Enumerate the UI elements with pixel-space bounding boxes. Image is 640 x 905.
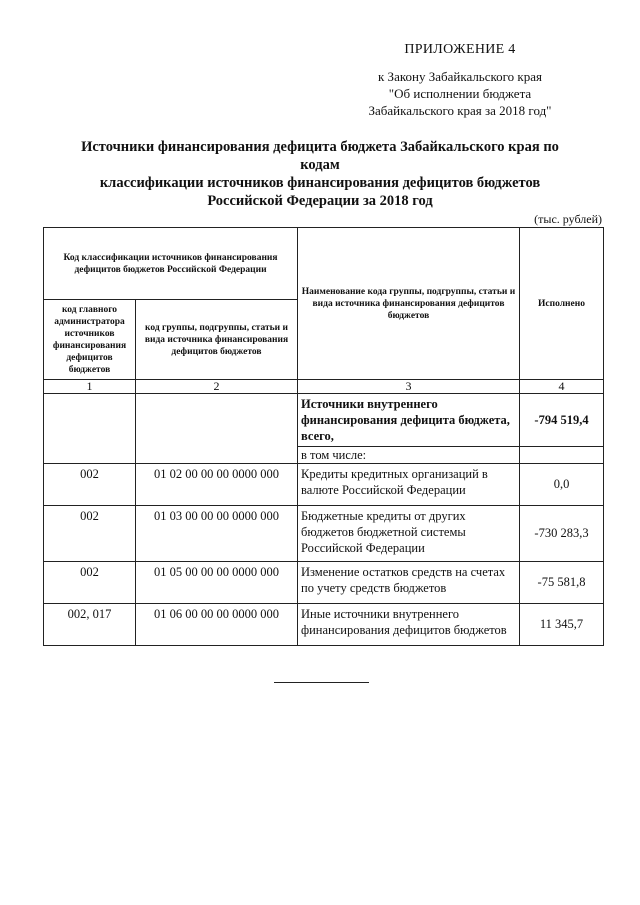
row-value: -75 581,8 <box>520 562 604 604</box>
column-number: 3 <box>298 380 520 394</box>
table-row <box>44 562 604 604</box>
row-group-code: 01 03 00 00 00 0000 000 <box>136 506 298 562</box>
header-name: Наименование кода группы, подгруппы, статьи и вида источника финансирования дефицитов бюджетов <box>298 228 520 380</box>
including-value-cell <box>520 447 604 464</box>
row-admin-code: 002 <box>44 506 136 562</box>
table-row <box>44 464 604 506</box>
row-name: Изменение остатков средств на счетах по учету средств бюджетов <box>298 562 520 604</box>
row-group-code: 01 05 00 00 00 0000 000 <box>136 562 298 604</box>
appendix-line: "Об исполнении бюджета <box>388 86 532 101</box>
title-line: Источники финансирования дефицита бюджета Забайкальского края по кодам <box>81 139 559 173</box>
units-label: (тыс. рублей) <box>534 212 602 226</box>
total-value: -794 519,4 <box>520 394 604 447</box>
document-title <box>60 138 580 210</box>
row-group-code: 01 02 00 00 00 0000 000 <box>136 464 298 506</box>
column-number: 2 <box>136 380 298 394</box>
total-admin-cell <box>44 394 136 464</box>
row-admin-code: 002, 017 <box>44 604 136 646</box>
table-row <box>44 604 604 646</box>
header-executed: Исполнено <box>520 228 604 380</box>
header-group-code: код группы, подгруппы, статьи и вида источника финансирования дефицитов бюджетов <box>136 300 298 380</box>
header-admin-code: код главного администратора источников финансирования дефицитов бюджетов <box>44 300 136 380</box>
row-group-code: 01 06 00 00 00 0000 000 <box>136 604 298 646</box>
title-line: классификации источников финансирования дефицитов бюджетов <box>99 175 541 191</box>
table-row-total <box>44 394 604 447</box>
including-label: в том числе: <box>298 447 520 464</box>
sources-table <box>43 227 604 646</box>
total-name: Источники внутреннего финансирования дефицита бюджета, всего, <box>298 394 520 447</box>
row-name: Иные источники внутреннего финансирования дефицитов бюджетов <box>298 604 520 646</box>
separator-line <box>274 682 369 683</box>
appendix-line: Забайкальского края за 2018 год" <box>368 103 552 118</box>
row-value: 11 345,7 <box>520 604 604 646</box>
row-value: -730 283,3 <box>520 506 604 562</box>
row-name: Бюджетные кредиты от других бюджетов бюджетной системы Российской Федерации <box>298 506 520 562</box>
title-line: Российской Федерации за 2018 год <box>207 193 433 209</box>
row-admin-code: 002 <box>44 562 136 604</box>
row-value: 0,0 <box>520 464 604 506</box>
appendix-number: ПРИЛОЖЕНИЕ 4 <box>404 42 516 57</box>
row-admin-code: 002 <box>44 464 136 506</box>
total-code-cell <box>136 394 298 464</box>
table-row <box>44 506 604 562</box>
column-number: 4 <box>520 380 604 394</box>
column-number: 1 <box>44 380 136 394</box>
appendix-line: к Закону Забайкальского края <box>377 69 542 84</box>
appendix-block <box>340 42 580 119</box>
header-classification-code: Код классификации источников финансирования дефицитов бюджетов Российской Федерации <box>44 228 298 300</box>
row-name: Кредиты кредитных организаций в валюте Российской Федерации <box>298 464 520 506</box>
